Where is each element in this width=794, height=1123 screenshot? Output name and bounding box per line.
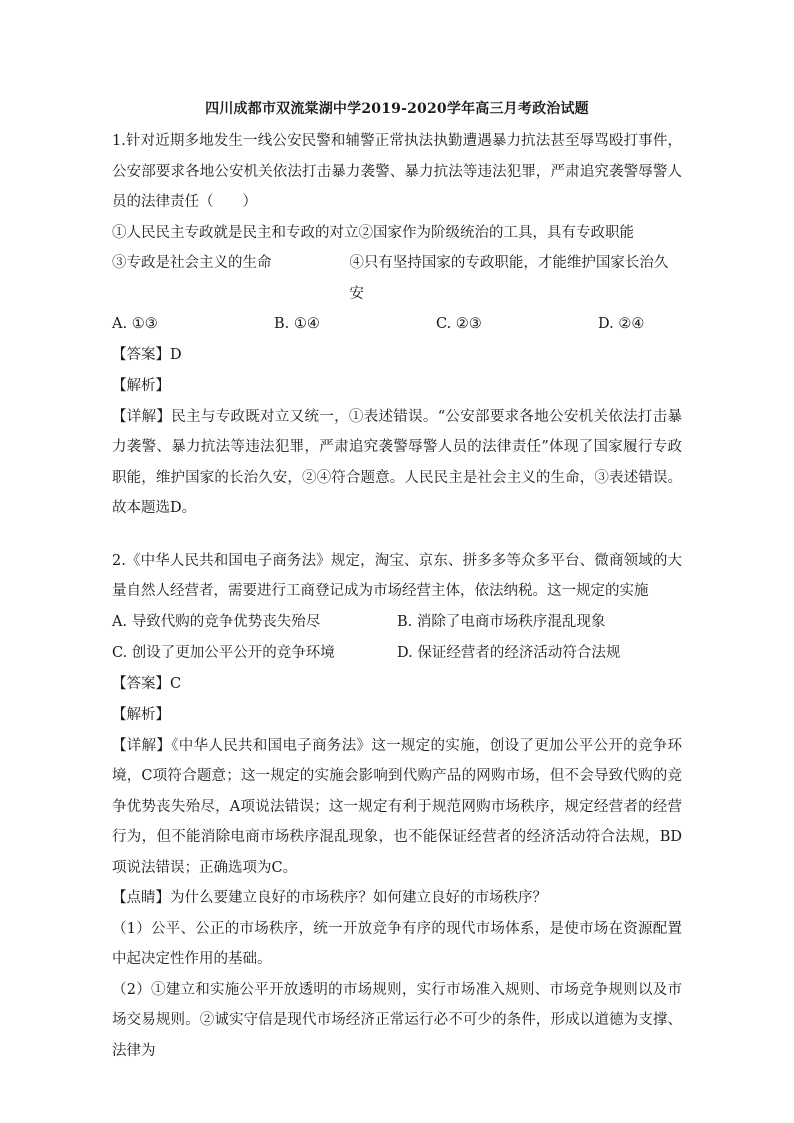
question-1-options bbox=[112, 309, 682, 340]
page-title: 四川成都市双流棠湖中学2019-2020学年高三月考政治试题 bbox=[205, 101, 589, 117]
question-2-options-row-1 bbox=[112, 607, 682, 638]
question-1-analysis-label: 【解析】 bbox=[112, 377, 170, 394]
question-1-answer: 【答案】D bbox=[112, 346, 182, 363]
question-2-option-a: A. 导致代购的竞争优势丧失殆尽 bbox=[112, 613, 321, 630]
question-2-option-b: B. 消除了电商市场秩序混乱现象 bbox=[397, 613, 606, 630]
question-1-statement-3: ③专政是社会主义的生命 bbox=[112, 255, 272, 271]
question-1-stem: 1.针对近期多地发生一线公安民警和辅警正常执法执勤遭遇暴力抗法甚至辱骂殴打事件，公安部要求各地公安机关依法打击暴力袭警、暴力抗法等违法犯罪，严肃追究袭警辱警人员的法律责任（ ） bbox=[112, 133, 682, 210]
question-1-statement-4: ④只有坚持国家的专政职能，才能维护国家长治久安 bbox=[349, 255, 669, 302]
question-separator bbox=[112, 524, 682, 546]
question-1-statement-row bbox=[112, 248, 682, 309]
question-2-analysis-label: 【解析】 bbox=[112, 706, 170, 723]
question-1-option-a: A. ①③ bbox=[112, 316, 158, 332]
question-2-tip: 【点睛】为什么要建立良好的市场秩序？如何建立良好的市场秩序？ bbox=[112, 890, 547, 906]
question-2-tip-point-1: （1）公平、公正的市场秩序，统一开放竞争有序的现代市场体系，是使市场在资源配置中起决定性作用的基础。 bbox=[112, 920, 682, 967]
question-1-option-d: D. ②④ bbox=[598, 316, 645, 332]
question-1-statement-1-2: ①人民民主专政就是民主和专政的对立②国家作为阶级统治的工具，具有专政职能 bbox=[112, 224, 634, 241]
question-1-option-c: C. ②③ bbox=[436, 316, 482, 332]
watermark bbox=[700, 760, 760, 784]
question-2-options-row-2 bbox=[112, 638, 682, 669]
question-2-option-d: D. 保证经营者的经济活动符合法规 bbox=[397, 644, 621, 661]
question-2-tip-point-2: （2）①建立和实施公平开放透明的市场规则，实行市场准入规则、市场竞争规则以及市场交易规则。②诚实守信是现代市场经济正常运行必不可少的条件，形成以道德为支撑、法律为 bbox=[112, 981, 682, 1059]
question-2-stem: 2.《中华人民共和国电子商务法》规定，淘宝、京东、拼多多等众多平台、微商领域的大量自然人经营者，需要进行工商登记成为市场经营主体，依法纳税。这一规定的实施 bbox=[112, 552, 682, 599]
question-2-option-c: C. 创设了更加公平公开的竞争环境 bbox=[112, 644, 335, 661]
question-2-answer: 【答案】C bbox=[112, 675, 182, 692]
document-body bbox=[112, 98, 682, 1066]
question-1-option-b: B. ①④ bbox=[274, 316, 320, 332]
question-2-detail: 【详解】《中华人民共和国电子商务法》这一规定的实施，创设了更加公平公开的竞争环境，C项符合题意；这一规定的实施会影响到代购产品的网购市场，但不会导致代购的竞争优势丧失殆尽，A项说法错误；这一规定有利于规范网购市场秩序，规定经营者的经营行为，但不能消除电商市场秩序混乱现象，也不能保证经营者的经济活动符合法规，BD项说法错误；正确选项为C。 bbox=[112, 737, 682, 876]
question-1-detail: 【详解】民主与专政既对立又统一，①表述错误。“公安部要求各地公安机关依法打击暴力袭警、暴力抗法等违法犯罪，严肃追究袭警辱警人员的法律责任”体现了国家履行专政职能，维护国家的长治久安，②④符合题意。人民民主是社会主义的生命，③表述错误。故本题选D。 bbox=[112, 408, 682, 516]
